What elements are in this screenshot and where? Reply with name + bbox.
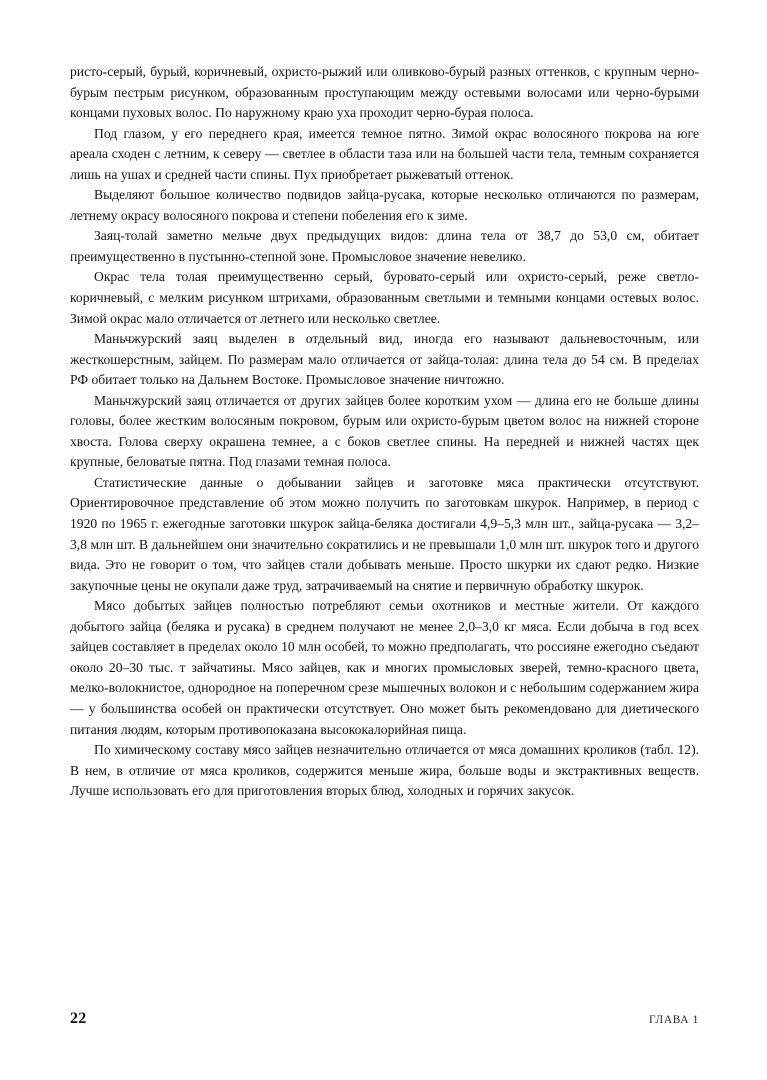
paragraph: Выделяют большое количество подвидов зайца-русака, которые несколько отличаются по размерам, летнему окрасу волосяного покрова и степени побеления его к зиме. (70, 187, 699, 223)
paragraph: Маньчжурский заяц отличается от других зайцев более коротким ухом — длина его не больше длины головы, более жестким волосяным покровом, бурым или охристо-бурым цветом волос на нижней стороне хвоста. Голова сверху окрашена темнее, а с боков светлее спины. На передней и нижней частях щек крупные, беловатые пятна. Под глазами темная полоса. (70, 392, 699, 470)
page-number: 22 (70, 1010, 87, 1027)
paragraph: ристо-серый, бурый, коричневый, охристо-рыжий или оливково-бурый разных оттенков, с крупным черно-бурым пестрым рисунком, образованным проступающим между остевыми волосами или черно-бурыми концами пуховых волос. По наружному краю уха проходит черно-бурая полоса. (70, 64, 699, 121)
paragraph: Статистические данные о добывании зайцев и заготовке мяса практически отсутствуют. Ориентировочное представление об этом можно получить по заготовкам шкурок. Например, в период с 1920 по 1965 г. ежегодные заготовки шкурок зайца-беляка достигали 4,9–5,3 млн шт., зайца-русака — 3,2–3,8 млн шт. В дальнейшем они значительно сократились и не превышали 1,0 млн шт. шкурок того и другого вида. Это не говорит о том, что зайцев стали добывать меньше. Просто шкурки их сдают редко. Низкие закупочные цены не окупали даже труд, затрачиваемый на снятие и первичную обработку шкурок. (70, 474, 699, 593)
paragraph: По химическому составу мясо зайцев незначительно отличается от мяса домашних кроликов (табл. 12). В нем, в отличие от мяса кроликов, содержится меньше жира, больше воды и экстрактивных веществ. Лучше использовать его для приготовления вторых блюд, холодных и горячих закусок. (70, 742, 699, 799)
chapter-label: ГЛАВА 1 (649, 1014, 699, 1026)
page-body (70, 62, 699, 802)
paragraph: Маньчжурский заяц выделен в отдельный вид, иногда его называют дальневосточным, или жесткошерстным, зайцем. По размерам мало отличается от зайца-толая: длина тела до 54 см. В пределах РФ обитает только на Дальнем Востоке. Промысловое значение ничтожно. (70, 331, 699, 388)
paragraph: Мясо добытых зайцев полностью потребляют семьи охотников и местные жители. От каждого добытого зайца (беляка и русака) в среднем получают не менее 2,0–3,0 кг мяса. Если добыча в год всех зайцев составляет в пределах около 10 млн особей, то можно предполагать, что россияне ежегодно съедают около 20–30 тыс. т зайчатины. Мясо зайцев, как и многих промысловых зверей, темно-красного цвета, мелко-волокнистое, однородное на поперечном срезе мышечных волокон и с небольшим содержанием жира — у большинства особей он практически отсутствует. Оно может быть рекомендовано для диетического питания людям, которым противопоказана высококалорийная пища. (70, 598, 699, 737)
paragraph: Окрас тела толая преимущественно серый, буровато-серый или охристо-серый, реже светло-коричневый, с мелким рисунком штрихами, образованным светлыми и темными концами остевых волос. Зимой окрас мало отличается от летнего или несколько светлее. (70, 269, 699, 326)
paragraph: Под глазом, у его переднего края, имеется темное пятно. Зимой окрас волосяного покрова на юге ареала сходен с летним, к северу — светлее в области таза или на большей части тела, темным сохраняется лишь на ушах и средней части спины. Пух приобретает рыжеватый оттенок. (70, 125, 699, 182)
paragraph: Заяц-толай заметно мельче двух предыдущих видов: длина тела от 38,7 до 53,0 см, обитает преимущественно в пустынно-степной зоне. Промысловое значение невелико. (70, 228, 699, 264)
page-footer (70, 1010, 699, 1028)
